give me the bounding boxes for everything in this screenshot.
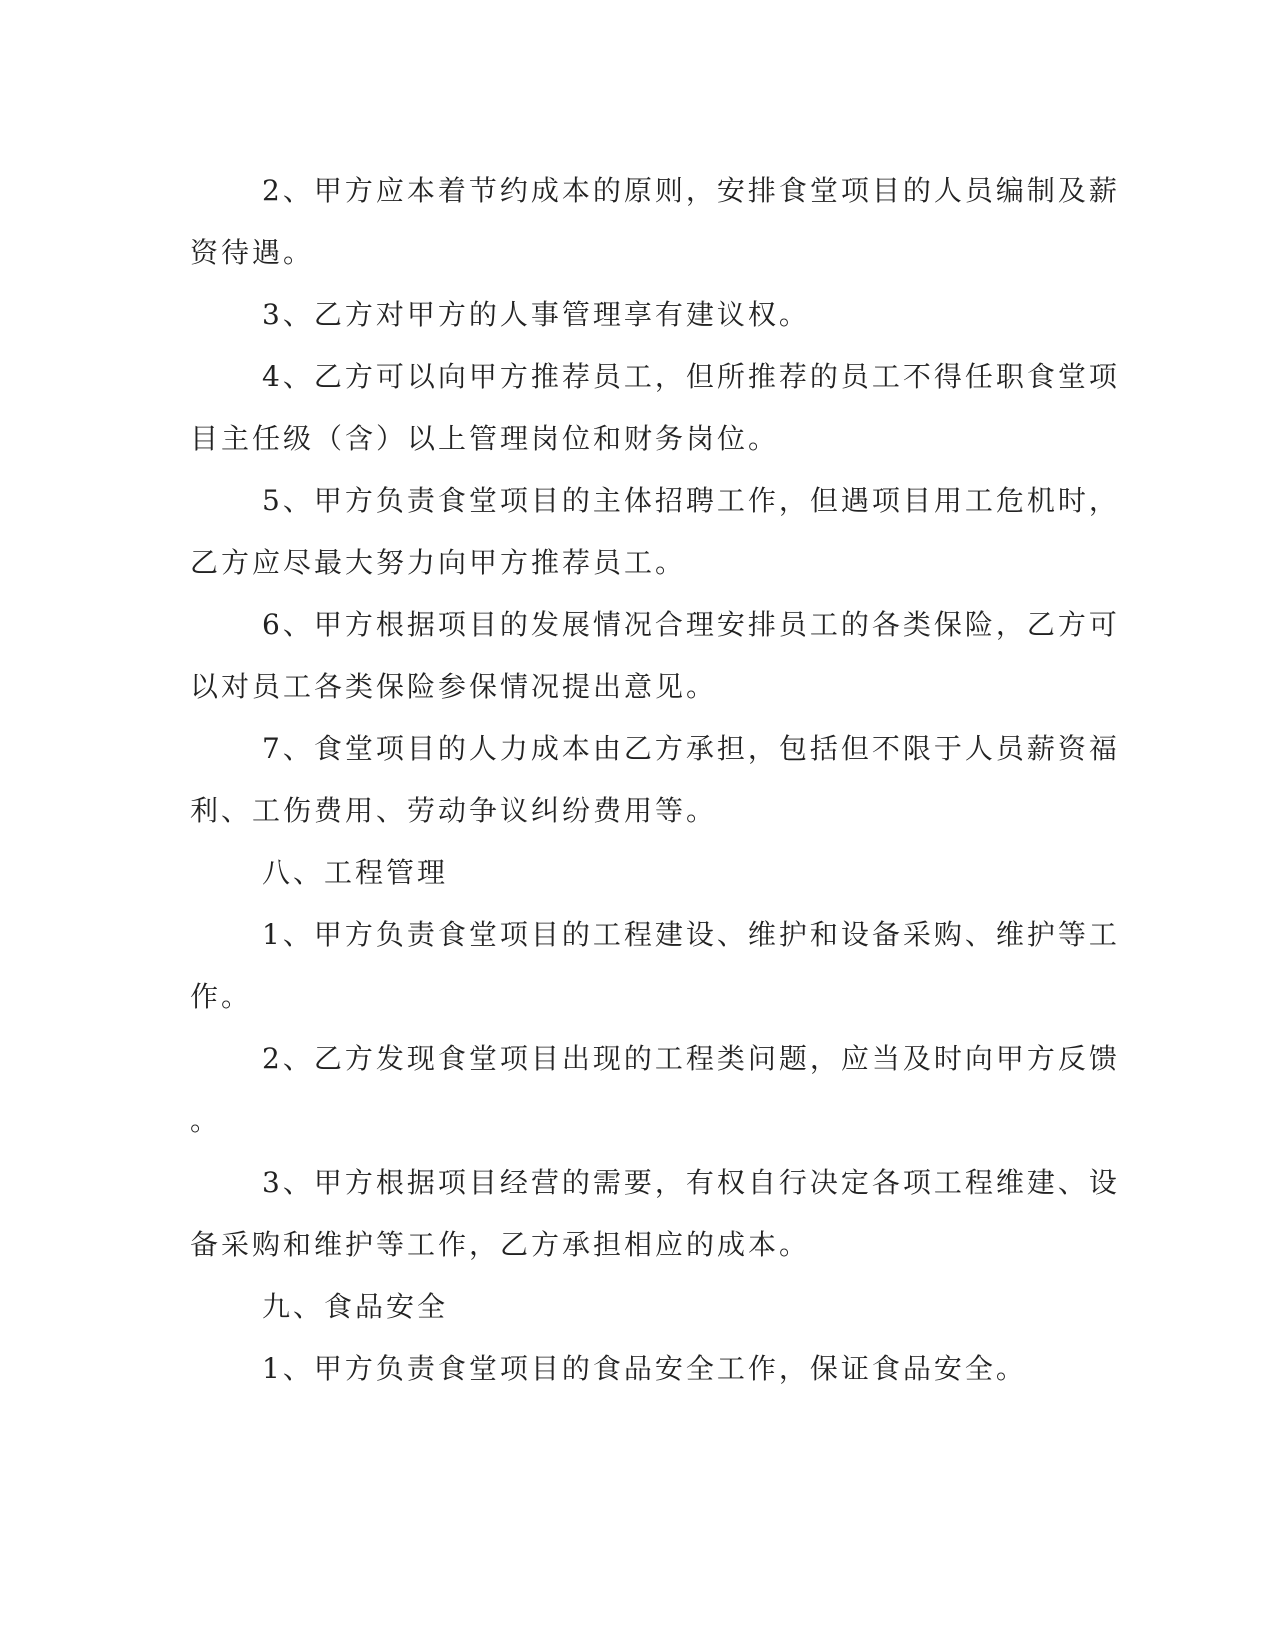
paragraph-line: 7、食堂项目的人力成本由乙方承担，包括但不限于人员薪资福 — [262, 732, 1120, 765]
paragraph-line: 4、乙方可以向甲方推荐员工，但所推荐的员工不得任职食堂项 — [262, 360, 1120, 393]
paragraph-line: 利、工伤费用、劳动争议纠纷费用等。 — [190, 794, 718, 827]
section-heading: 八、工程管理 — [262, 856, 449, 889]
paragraph-line: 乙方应尽最大努力向甲方推荐员工。 — [190, 546, 687, 579]
paragraph-line: 1、甲方负责食堂项目的工程建设、维护和设备采购、维护等工 — [262, 918, 1120, 951]
paragraph-line: 2、乙方发现食堂项目出现的工程类问题，应当及时向甲方反馈 — [262, 1042, 1120, 1075]
paragraph-line: 以对员工各类保险参保情况提出意见。 — [190, 670, 718, 703]
paragraph-line: 5、甲方负责食堂项目的主体招聘工作，但遇项目用工危机时， — [262, 484, 1120, 517]
paragraph-line: 备采购和维护等工作，乙方承担相应的成本。 — [190, 1228, 811, 1261]
section-heading: 九、食品安全 — [262, 1290, 449, 1323]
paragraph-line: 资待遇。 — [190, 236, 315, 269]
paragraph-line: 3、甲方根据项目经营的需要，有权自行决定各项工程维建、设 — [262, 1166, 1120, 1199]
paragraph-line: 作。 — [190, 980, 253, 1013]
document-body — [190, 160, 1120, 1400]
paragraph-line: 2、甲方应本着节约成本的原则，安排食堂项目的人员编制及薪 — [262, 174, 1120, 207]
paragraph-line: 3、乙方对甲方的人事管理享有建议权。 — [262, 298, 810, 331]
paragraph-line: 6、甲方根据项目的发展情况合理安排员工的各类保险，乙方可 — [262, 608, 1120, 641]
paragraph-line: 目主任级（含）以上管理岗位和财务岗位。 — [190, 422, 780, 455]
paragraph-line: 1、甲方负责食堂项目的食品安全工作，保证食品安全。 — [262, 1352, 1027, 1385]
paragraph-line: 。 — [190, 1104, 222, 1137]
